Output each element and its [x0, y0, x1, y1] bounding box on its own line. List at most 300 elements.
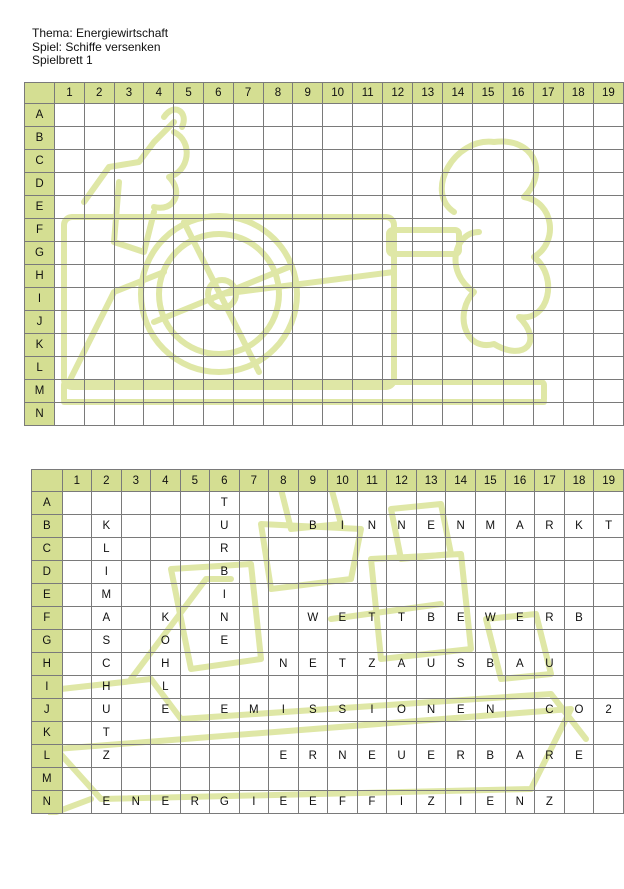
- grid-cell[interactable]: [564, 768, 594, 791]
- grid-cell[interactable]: [387, 584, 417, 607]
- grid-cell[interactable]: N: [357, 515, 387, 538]
- grid-cell[interactable]: [233, 127, 263, 150]
- grid-cell[interactable]: [114, 104, 144, 127]
- grid-cell[interactable]: [121, 630, 150, 653]
- grid-cell[interactable]: [443, 173, 473, 196]
- grid-cell[interactable]: [92, 492, 122, 515]
- grid-cell[interactable]: [203, 104, 233, 127]
- grid-cell[interactable]: [203, 357, 233, 380]
- grid-cell[interactable]: [174, 173, 204, 196]
- grid-cell[interactable]: N: [210, 607, 240, 630]
- grid-cell[interactable]: R: [535, 607, 565, 630]
- grid-cell[interactable]: [233, 173, 263, 196]
- grid-cell[interactable]: [328, 584, 358, 607]
- grid-cell[interactable]: [174, 334, 204, 357]
- grid-cell[interactable]: [293, 334, 323, 357]
- grid-cell[interactable]: E: [446, 699, 476, 722]
- grid-cell[interactable]: [563, 334, 593, 357]
- grid-cell[interactable]: R: [210, 538, 240, 561]
- grid-cell[interactable]: I: [446, 791, 476, 814]
- grid-cell[interactable]: [239, 653, 269, 676]
- grid-cell[interactable]: [62, 561, 91, 584]
- grid-cell[interactable]: [203, 380, 233, 403]
- grid-cell[interactable]: [293, 265, 323, 288]
- grid-cell[interactable]: [203, 150, 233, 173]
- grid-cell[interactable]: [84, 403, 114, 426]
- grid-cell[interactable]: [144, 196, 174, 219]
- grid-cell[interactable]: [121, 492, 150, 515]
- grid-cell[interactable]: [269, 630, 298, 653]
- grid-cell[interactable]: [594, 653, 624, 676]
- grid-cell[interactable]: I: [210, 584, 240, 607]
- grid-cell[interactable]: [503, 219, 533, 242]
- grid-cell[interactable]: N: [505, 791, 535, 814]
- grid-cell[interactable]: [443, 288, 473, 311]
- grid-cell[interactable]: E: [210, 699, 240, 722]
- grid-cell[interactable]: [239, 630, 269, 653]
- grid-cell[interactable]: [353, 242, 383, 265]
- grid-cell[interactable]: [387, 676, 417, 699]
- grid-cell[interactable]: [121, 515, 150, 538]
- grid-cell[interactable]: W: [298, 607, 328, 630]
- grid-cell[interactable]: U: [535, 653, 565, 676]
- grid-cell[interactable]: [416, 561, 446, 584]
- grid-cell[interactable]: [473, 242, 503, 265]
- grid-cell[interactable]: [263, 334, 293, 357]
- grid-cell[interactable]: Z: [357, 653, 387, 676]
- grid-cell[interactable]: [383, 403, 413, 426]
- grid-cell[interactable]: [593, 196, 623, 219]
- grid-cell[interactable]: [473, 173, 503, 196]
- grid-cell[interactable]: [505, 630, 535, 653]
- grid-cell[interactable]: [503, 380, 533, 403]
- grid-cell[interactable]: [121, 538, 150, 561]
- grid-cell[interactable]: [293, 403, 323, 426]
- grid-cell[interactable]: [269, 492, 298, 515]
- grid-cell[interactable]: [55, 334, 85, 357]
- grid-cell[interactable]: [328, 561, 358, 584]
- grid-cell[interactable]: [203, 334, 233, 357]
- grid-cell[interactable]: [114, 265, 144, 288]
- grid-cell[interactable]: [533, 173, 563, 196]
- grid-cell[interactable]: [180, 492, 209, 515]
- grid-cell[interactable]: [92, 768, 122, 791]
- grid-cell[interactable]: [323, 127, 353, 150]
- grid-cell[interactable]: [233, 334, 263, 357]
- grid-cell[interactable]: [174, 288, 204, 311]
- grid-cell[interactable]: [505, 768, 535, 791]
- grid-cell[interactable]: [328, 676, 358, 699]
- grid-cell[interactable]: [62, 768, 91, 791]
- grid-cell[interactable]: [293, 357, 323, 380]
- grid-cell[interactable]: [84, 334, 114, 357]
- grid-cell[interactable]: [416, 584, 446, 607]
- grid-cell[interactable]: [233, 380, 263, 403]
- grid-cell[interactable]: [114, 219, 144, 242]
- grid-cell[interactable]: S: [298, 699, 328, 722]
- grid-cell[interactable]: [180, 607, 209, 630]
- grid-cell[interactable]: S: [92, 630, 122, 653]
- grid-cell[interactable]: [383, 219, 413, 242]
- grid-cell[interactable]: [353, 104, 383, 127]
- grid-cell[interactable]: [203, 311, 233, 334]
- grid-cell[interactable]: [443, 265, 473, 288]
- grid-cell[interactable]: [353, 334, 383, 357]
- grid-cell[interactable]: I: [92, 561, 122, 584]
- grid-cell[interactable]: O: [387, 699, 417, 722]
- grid-cell[interactable]: [84, 311, 114, 334]
- grid-cell[interactable]: A: [387, 653, 417, 676]
- grid-cell[interactable]: [328, 538, 358, 561]
- grid-cell[interactable]: [416, 630, 446, 653]
- grid-cell[interactable]: [269, 584, 298, 607]
- grid-cell[interactable]: M: [92, 584, 122, 607]
- grid-cell[interactable]: I: [239, 791, 269, 814]
- grid-cell[interactable]: [443, 311, 473, 334]
- grid-cell[interactable]: I: [269, 699, 298, 722]
- grid-cell[interactable]: [383, 288, 413, 311]
- grid-cell[interactable]: [114, 380, 144, 403]
- grid-cell[interactable]: [55, 150, 85, 173]
- grid-cell[interactable]: [353, 265, 383, 288]
- grid-cell[interactable]: [563, 219, 593, 242]
- grid-cell[interactable]: [475, 561, 505, 584]
- grid-cell[interactable]: [114, 288, 144, 311]
- grid-cell[interactable]: K: [151, 607, 181, 630]
- grid-cell[interactable]: [144, 334, 174, 357]
- grid-cell[interactable]: [121, 607, 150, 630]
- grid-cell[interactable]: [84, 127, 114, 150]
- grid-cell[interactable]: [323, 104, 353, 127]
- grid-cell[interactable]: [210, 745, 240, 768]
- grid-cell[interactable]: [413, 334, 443, 357]
- grid-cell[interactable]: [323, 380, 353, 403]
- grid-cell[interactable]: [328, 722, 358, 745]
- grid-cell[interactable]: [298, 768, 328, 791]
- grid-cell[interactable]: [114, 403, 144, 426]
- grid-cell[interactable]: [473, 196, 503, 219]
- grid-cell[interactable]: [443, 104, 473, 127]
- grid-cell[interactable]: [174, 196, 204, 219]
- grid-cell[interactable]: K: [92, 515, 122, 538]
- grid-cell[interactable]: [416, 492, 446, 515]
- grid-cell[interactable]: W: [475, 607, 505, 630]
- grid-cell[interactable]: [443, 219, 473, 242]
- grid-cell[interactable]: [443, 334, 473, 357]
- grid-cell[interactable]: [535, 538, 565, 561]
- grid-cell[interactable]: [473, 403, 503, 426]
- grid-cell[interactable]: [533, 288, 563, 311]
- grid-cell[interactable]: [293, 242, 323, 265]
- grid-cell[interactable]: H: [92, 676, 122, 699]
- grid-cell[interactable]: [210, 676, 240, 699]
- grid-cell[interactable]: [357, 630, 387, 653]
- grid-cell[interactable]: [263, 150, 293, 173]
- grid-cell[interactable]: [263, 127, 293, 150]
- grid-cell[interactable]: [593, 219, 623, 242]
- grid-cell[interactable]: [563, 403, 593, 426]
- grid-cell[interactable]: [383, 357, 413, 380]
- grid-cell[interactable]: [353, 403, 383, 426]
- grid-cell[interactable]: [505, 561, 535, 584]
- grid-cell[interactable]: [473, 265, 503, 288]
- grid-cell[interactable]: [180, 722, 209, 745]
- grid-cell[interactable]: [443, 357, 473, 380]
- grid-cell[interactable]: [84, 380, 114, 403]
- grid-cell[interactable]: [174, 104, 204, 127]
- grid-cell[interactable]: [180, 538, 209, 561]
- grid-cell[interactable]: [593, 311, 623, 334]
- grid-cell[interactable]: [121, 745, 150, 768]
- grid-cell[interactable]: [323, 219, 353, 242]
- grid-cell[interactable]: [413, 242, 443, 265]
- grid-cell[interactable]: [233, 104, 263, 127]
- grid-cell[interactable]: [353, 173, 383, 196]
- grid-cell[interactable]: [144, 173, 174, 196]
- grid-cell[interactable]: [84, 242, 114, 265]
- grid-cell[interactable]: E: [298, 653, 328, 676]
- grid-cell[interactable]: [233, 265, 263, 288]
- grid-cell[interactable]: [203, 219, 233, 242]
- grid-cell[interactable]: [210, 722, 240, 745]
- grid-cell[interactable]: [114, 311, 144, 334]
- grid-cell[interactable]: [144, 288, 174, 311]
- grid-cell[interactable]: [239, 607, 269, 630]
- grid-cell[interactable]: [505, 676, 535, 699]
- grid-cell[interactable]: B: [298, 515, 328, 538]
- grid-cell[interactable]: [180, 630, 209, 653]
- grid-cell[interactable]: [298, 722, 328, 745]
- grid-cell[interactable]: [62, 492, 91, 515]
- grid-cell[interactable]: [475, 722, 505, 745]
- grid-cell[interactable]: [593, 265, 623, 288]
- grid-cell[interactable]: [298, 492, 328, 515]
- grid-cell[interactable]: [387, 492, 417, 515]
- grid-cell[interactable]: [121, 722, 150, 745]
- grid-cell[interactable]: [413, 265, 443, 288]
- grid-cell[interactable]: [62, 538, 91, 561]
- grid-cell[interactable]: [564, 584, 594, 607]
- grid-cell[interactable]: [55, 104, 85, 127]
- grid-cell[interactable]: N: [387, 515, 417, 538]
- grid-cell[interactable]: [563, 127, 593, 150]
- grid-cell[interactable]: [298, 561, 328, 584]
- grid-cell[interactable]: [151, 768, 181, 791]
- grid-cell[interactable]: F: [328, 791, 358, 814]
- grid-cell[interactable]: [55, 219, 85, 242]
- grid-cell[interactable]: [84, 265, 114, 288]
- grid-cell[interactable]: [62, 722, 91, 745]
- grid-cell[interactable]: [473, 380, 503, 403]
- grid-cell[interactable]: [353, 357, 383, 380]
- grid-cell[interactable]: [151, 722, 181, 745]
- grid-cell[interactable]: F: [357, 791, 387, 814]
- grid-cell[interactable]: [55, 196, 85, 219]
- grid-cell[interactable]: [269, 538, 298, 561]
- grid-cell[interactable]: [593, 242, 623, 265]
- grid-cell[interactable]: [564, 492, 594, 515]
- grid-cell[interactable]: [443, 150, 473, 173]
- grid-cell[interactable]: U: [92, 699, 122, 722]
- grid-cell[interactable]: [383, 380, 413, 403]
- grid-cell[interactable]: [203, 242, 233, 265]
- grid-cell[interactable]: [151, 745, 181, 768]
- grid-cell[interactable]: [62, 584, 91, 607]
- grid-cell[interactable]: [55, 265, 85, 288]
- grid-cell[interactable]: N: [269, 653, 298, 676]
- grid-cell[interactable]: E: [269, 745, 298, 768]
- grid-cell[interactable]: [503, 403, 533, 426]
- grid-cell[interactable]: A: [505, 515, 535, 538]
- grid-cell[interactable]: [239, 722, 269, 745]
- grid-cell[interactable]: [413, 127, 443, 150]
- grid-cell[interactable]: B: [475, 745, 505, 768]
- grid-cell[interactable]: [443, 196, 473, 219]
- grid-cell[interactable]: [357, 722, 387, 745]
- grid-cell[interactable]: [353, 196, 383, 219]
- grid-cell[interactable]: I: [357, 699, 387, 722]
- grid-cell[interactable]: [263, 173, 293, 196]
- grid-cell[interactable]: [594, 584, 624, 607]
- grid-cell[interactable]: [203, 265, 233, 288]
- grid-cell[interactable]: [535, 584, 565, 607]
- grid-cell[interactable]: U: [416, 653, 446, 676]
- grid-cell[interactable]: [151, 561, 181, 584]
- grid-cell[interactable]: [563, 311, 593, 334]
- grid-cell[interactable]: [84, 357, 114, 380]
- grid-cell[interactable]: [269, 768, 298, 791]
- grid-cell[interactable]: [594, 538, 624, 561]
- grid-cell[interactable]: T: [210, 492, 240, 515]
- grid-cell[interactable]: [353, 288, 383, 311]
- grid-cell[interactable]: [593, 380, 623, 403]
- grid-cell[interactable]: [269, 607, 298, 630]
- grid-cell[interactable]: [383, 104, 413, 127]
- grid-cell[interactable]: [505, 699, 535, 722]
- grid-cell[interactable]: [144, 311, 174, 334]
- grid-cell[interactable]: [239, 515, 269, 538]
- grid-cell[interactable]: R: [535, 515, 565, 538]
- grid-cell[interactable]: A: [92, 607, 122, 630]
- grid-cell[interactable]: [383, 127, 413, 150]
- grid-cell[interactable]: [263, 380, 293, 403]
- grid-cell[interactable]: [263, 403, 293, 426]
- grid-cell[interactable]: M: [475, 515, 505, 538]
- grid-cell[interactable]: [62, 630, 91, 653]
- grid-cell[interactable]: [180, 584, 209, 607]
- grid-cell[interactable]: [564, 561, 594, 584]
- grid-cell[interactable]: [594, 561, 624, 584]
- grid-cell[interactable]: [84, 288, 114, 311]
- grid-cell[interactable]: [323, 288, 353, 311]
- grid-cell[interactable]: [563, 173, 593, 196]
- grid-cell[interactable]: [446, 538, 476, 561]
- grid-cell[interactable]: [55, 311, 85, 334]
- grid-cell[interactable]: [353, 380, 383, 403]
- grid-cell[interactable]: [269, 561, 298, 584]
- grid-cell[interactable]: [564, 676, 594, 699]
- grid-cell[interactable]: B: [564, 607, 594, 630]
- grid-cell[interactable]: [593, 334, 623, 357]
- grid-cell[interactable]: [121, 768, 150, 791]
- grid-cell[interactable]: A: [505, 653, 535, 676]
- grid-cell[interactable]: [323, 265, 353, 288]
- grid-cell[interactable]: [594, 745, 624, 768]
- grid-cell[interactable]: [594, 722, 624, 745]
- grid-cell[interactable]: [62, 791, 91, 814]
- grid-cell[interactable]: E: [505, 607, 535, 630]
- grid-cell[interactable]: [503, 104, 533, 127]
- grid-cell[interactable]: N: [121, 791, 150, 814]
- grid-cell[interactable]: [475, 676, 505, 699]
- grid-cell[interactable]: [84, 104, 114, 127]
- grid-cell[interactable]: [114, 196, 144, 219]
- grid-cell[interactable]: [328, 768, 358, 791]
- grid-cell[interactable]: [203, 288, 233, 311]
- grid-cell[interactable]: [151, 515, 181, 538]
- grid-cell[interactable]: [233, 150, 263, 173]
- grid-cell[interactable]: M: [239, 699, 269, 722]
- grid-cell[interactable]: [55, 403, 85, 426]
- grid-cell[interactable]: [55, 173, 85, 196]
- grid-cell[interactable]: [269, 676, 298, 699]
- grid-cell[interactable]: [594, 791, 624, 814]
- grid-cell[interactable]: [180, 515, 209, 538]
- grid-cell[interactable]: [357, 584, 387, 607]
- grid-cell[interactable]: [413, 357, 443, 380]
- grid-cell[interactable]: [174, 150, 204, 173]
- grid-cell[interactable]: [114, 150, 144, 173]
- grid-cell[interactable]: [144, 380, 174, 403]
- grid-cell[interactable]: [387, 630, 417, 653]
- grid-cell[interactable]: [144, 403, 174, 426]
- grid-cell[interactable]: B: [416, 607, 446, 630]
- grid-cell[interactable]: [563, 196, 593, 219]
- grid-cell[interactable]: [144, 219, 174, 242]
- grid-cell[interactable]: [263, 242, 293, 265]
- grid-cell[interactable]: [174, 357, 204, 380]
- grid-cell[interactable]: [535, 561, 565, 584]
- grid-cell[interactable]: [233, 196, 263, 219]
- grid-cell[interactable]: [533, 219, 563, 242]
- grid-cell[interactable]: [594, 768, 624, 791]
- grid-cell[interactable]: [593, 127, 623, 150]
- grid-cell[interactable]: [203, 173, 233, 196]
- grid-cell[interactable]: [114, 357, 144, 380]
- grid-cell[interactable]: [233, 357, 263, 380]
- grid-cell[interactable]: [503, 127, 533, 150]
- grid-cell[interactable]: [594, 492, 624, 515]
- grid-cell[interactable]: [263, 288, 293, 311]
- grid-cell[interactable]: [475, 584, 505, 607]
- grid-cell[interactable]: [503, 334, 533, 357]
- grid-cell[interactable]: E: [298, 791, 328, 814]
- grid-cell[interactable]: E: [416, 745, 446, 768]
- grid-cell[interactable]: [174, 219, 204, 242]
- grid-cell[interactable]: U: [387, 745, 417, 768]
- grid-cell[interactable]: [413, 311, 443, 334]
- grid-cell[interactable]: N: [446, 515, 476, 538]
- grid-cell[interactable]: [298, 584, 328, 607]
- grid-cell[interactable]: [323, 196, 353, 219]
- grid-cell[interactable]: [535, 722, 565, 745]
- grid-cell[interactable]: [413, 403, 443, 426]
- grid-cell[interactable]: [443, 403, 473, 426]
- grid-cell[interactable]: [563, 242, 593, 265]
- grid-cell[interactable]: [503, 311, 533, 334]
- grid-cell[interactable]: [593, 403, 623, 426]
- grid-cell[interactable]: [563, 104, 593, 127]
